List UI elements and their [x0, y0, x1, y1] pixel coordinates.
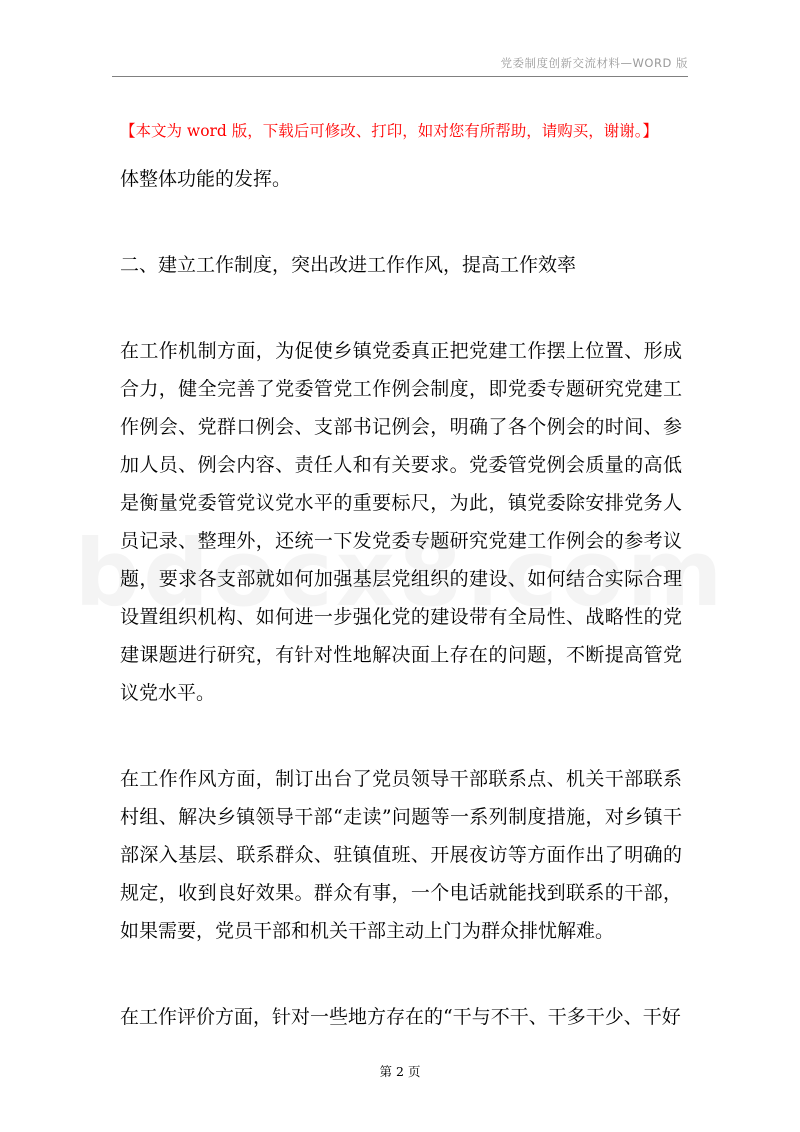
page-header: [112, 52, 688, 77]
paragraph-work-mechanism: 在工作机制方面，为促使乡镇党委真正把党建工作摆上位置、形成合力，健全完善了党委管党工作例会制度，即党委专题研究党建工作例会、党群口例会、支部书记例会，明确了各个例会的时间、参加人员、例会内容、责任人和有关要求。党委管党例会质量的高低是衡量党委管党议党水平的重要标尺，为此，镇党委除安排党务人员记录、整理外，还统一下发党委专题研究党建工作例会的参考议题，要求各支部就如何加强基层党组织的建设、如何结合实际合理设置组织机构、如何进一步强化党的建设带有全局性、战略性的党建课题进行研究，有针对性地解决面上存在的问题，不断提高管党议党水平。: [120, 340, 682, 704]
paragraph-work-style: 在工作作风方面，制订出台了党员领导干部联系点、机关干部联系村组、解决乡镇领导干部“走读”问题等一系列制度措施，对乡镇干部深入基层、联系群众、驻镇值班、开展夜访等方面作出了明确的规定，收到良好效果。群众有事，一个电话就能找到联系的干部，如果需要，党员干部和机关干部主动上门为群众排忧解难。: [120, 768, 682, 942]
section-heading: 二、建立工作制度，突出改进工作作风，提高工作效率: [120, 254, 577, 276]
document-body: [120, 160, 682, 1036]
header-title: 党委制度创新交流材料—WORD 版: [500, 56, 688, 70]
paragraph-work-evaluation: 在工作评价方面，针对一些地方存在的“干与不干、干多干少、干好: [120, 1006, 681, 1028]
paragraph-continuation: 体整体功能的发挥。: [120, 168, 292, 190]
download-notice: 【本文为 word 版，下载后可修改、打印，如对您有所帮助，请购买，谢谢。】: [120, 122, 659, 140]
page-number: 第 2 页: [379, 1064, 421, 1079]
